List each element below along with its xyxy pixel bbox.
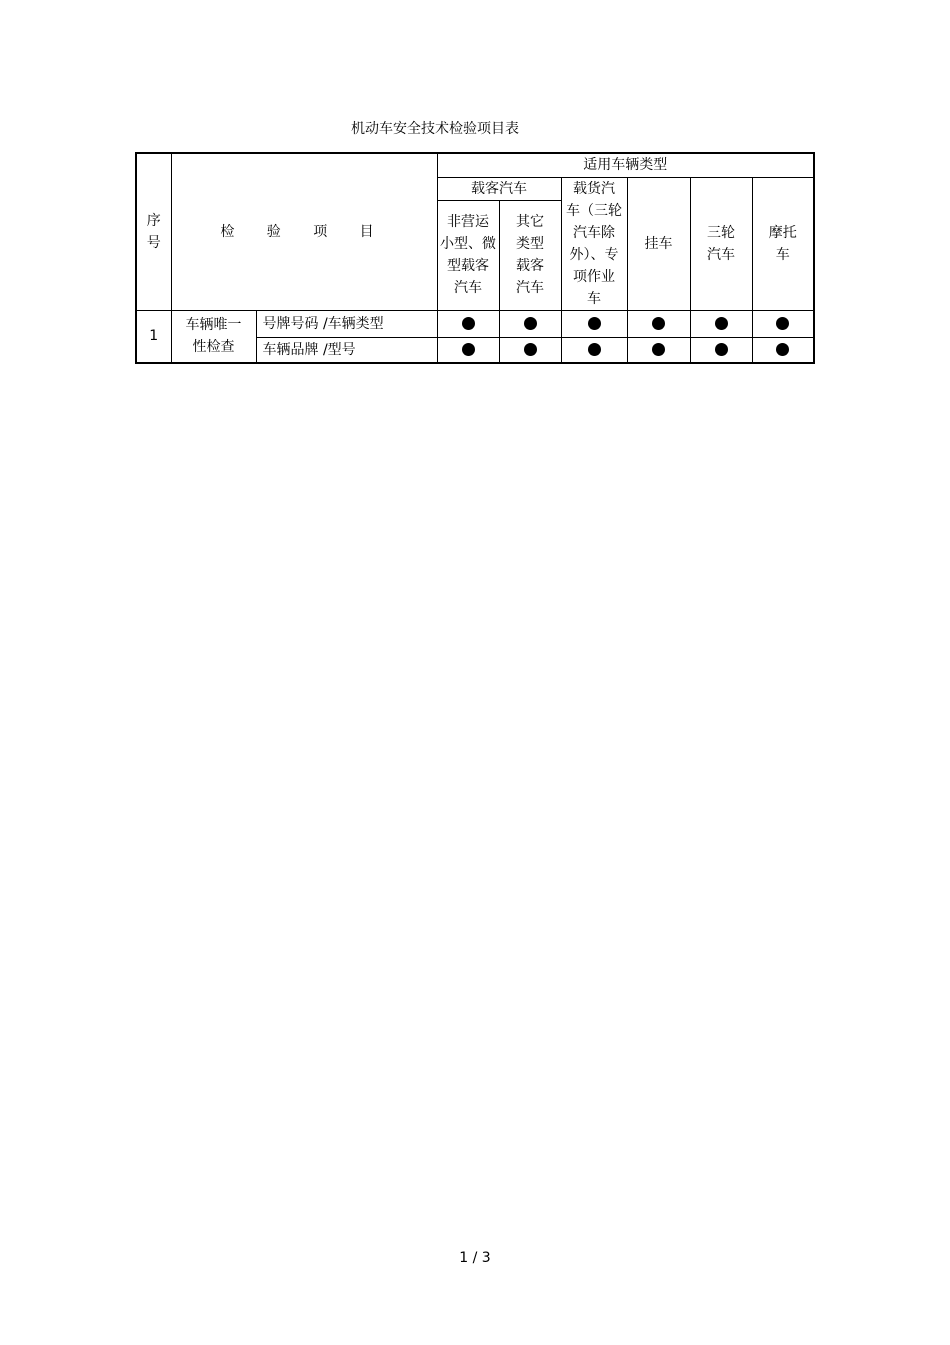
- row-category: 车辆唯一 性检查: [171, 310, 256, 363]
- applicable-dot: [462, 317, 475, 330]
- applicable-dot: [715, 317, 728, 330]
- mark-cell: [437, 310, 499, 337]
- header-passenger-vehicles: 载客汽车: [437, 177, 561, 200]
- applicable-dot: [776, 317, 789, 330]
- row-seq: 1: [136, 310, 171, 363]
- mark-cell: [627, 310, 690, 337]
- page-title: 机动车安全技术检验项目表: [351, 121, 519, 137]
- mark-cell: [752, 337, 814, 363]
- header-other-passenger: 其它 类型 载客 汽车: [499, 200, 561, 310]
- applicable-dot: [588, 343, 601, 356]
- mark-cell: [627, 337, 690, 363]
- applicable-dot: [524, 343, 537, 356]
- applicable-dot: [462, 343, 475, 356]
- header-non-commercial-passenger: 非营运 小型、微 型载客 汽车: [437, 200, 499, 310]
- mark-cell: [561, 337, 627, 363]
- applicable-dot: [776, 343, 789, 356]
- header-cargo-vehicles: 载货汽 车（三轮 汽车除 外）、专 项作业 车: [561, 177, 627, 310]
- mark-cell: [690, 310, 752, 337]
- mark-cell: [690, 337, 752, 363]
- applicable-dot: [652, 317, 665, 330]
- table-row: [136, 310, 814, 337]
- header-applicable-vehicle-types: 适用车辆类型: [437, 153, 814, 177]
- header-motorcycle: 摩托 车: [752, 177, 814, 310]
- mark-cell: [437, 337, 499, 363]
- row-item-name: 车辆品牌 /型号: [256, 337, 437, 363]
- header-inspection-item: [171, 153, 437, 310]
- header-trailer: 挂车: [627, 177, 690, 310]
- header-inspection-item-label: 检 验 项 目: [220, 223, 388, 240]
- applicable-dot: [652, 343, 665, 356]
- applicable-dot: [524, 317, 537, 330]
- mark-cell: [561, 310, 627, 337]
- mark-cell: [499, 337, 561, 363]
- applicable-dot: [715, 343, 728, 356]
- page-number: 1 / 3: [459, 1250, 491, 1266]
- mark-cell: [499, 310, 561, 337]
- row-item-name: 号牌号码 /车辆类型: [256, 310, 437, 337]
- mark-cell: [752, 310, 814, 337]
- inspection-table: [135, 152, 815, 364]
- applicable-dot: [588, 317, 601, 330]
- header-tricycle: 三轮 汽车: [690, 177, 752, 310]
- header-seq: 序 号: [136, 153, 171, 310]
